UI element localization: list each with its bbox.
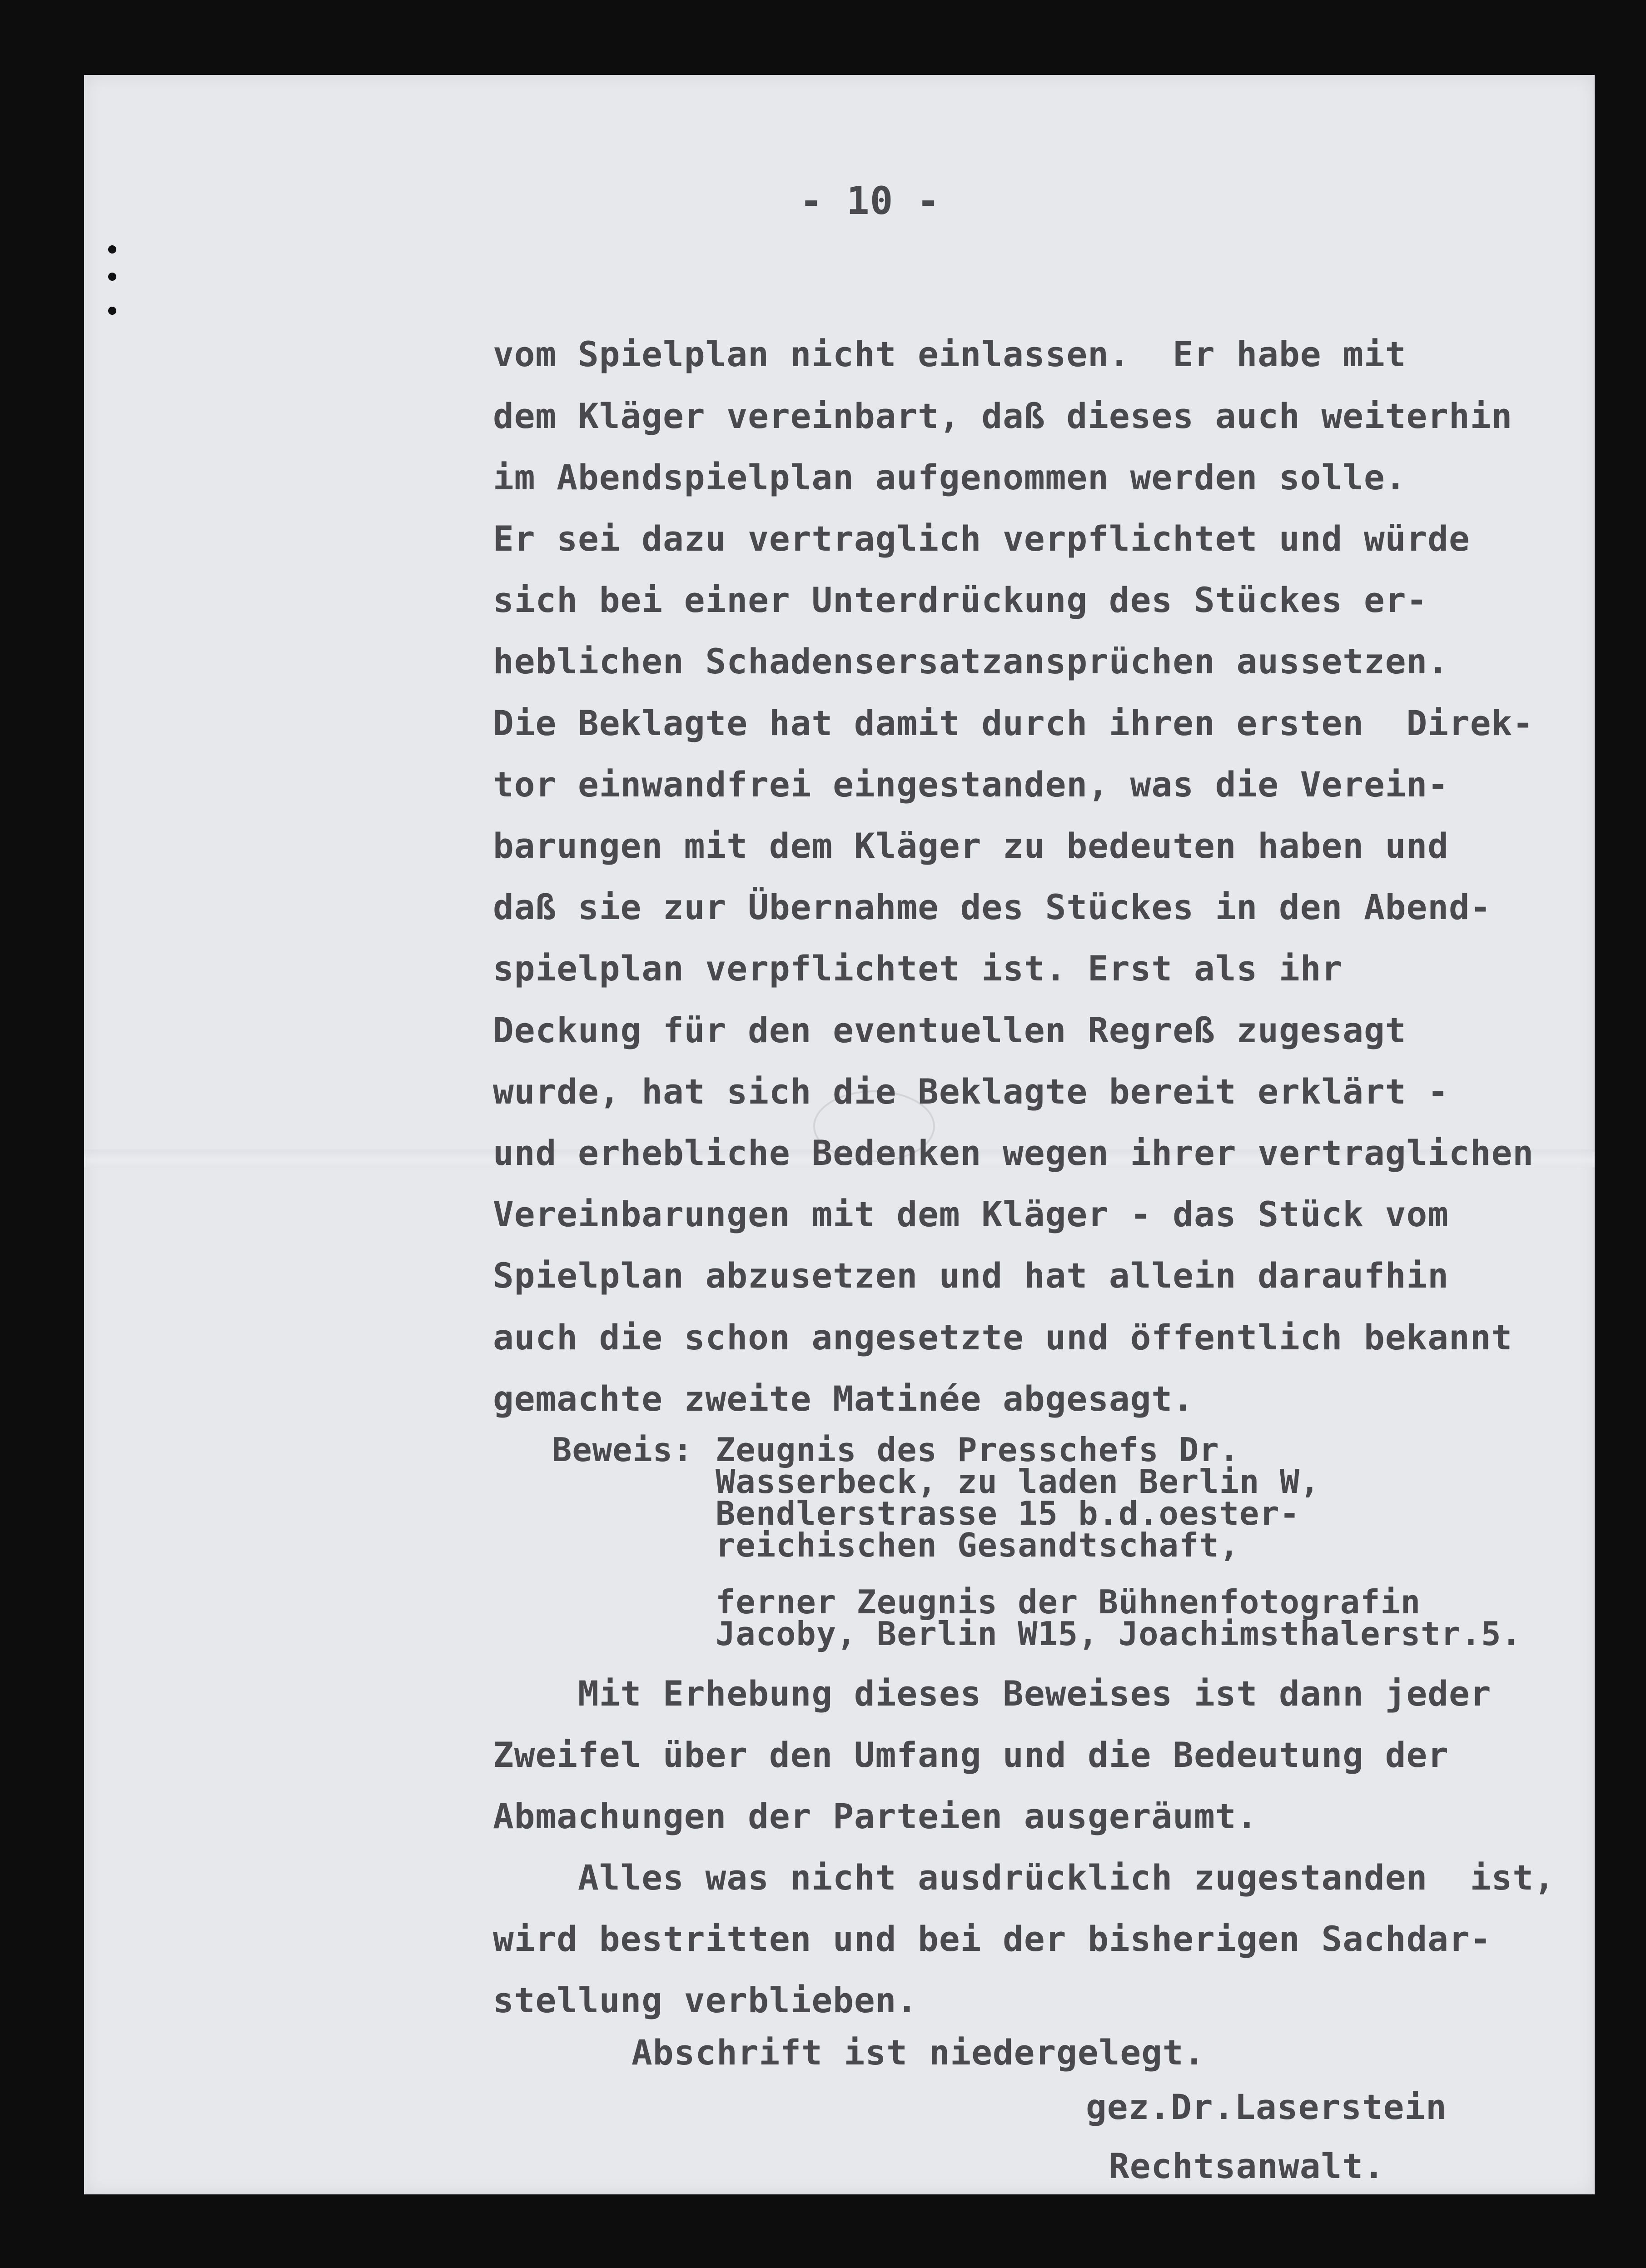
beweis-line: Wasserbeck, zu laden Berlin W, xyxy=(716,1462,1320,1501)
closing-note: Abschrift ist niedergelegt. xyxy=(632,2032,1205,2073)
body-line: heblichen Schadensersatzansprüchen aussetzen. xyxy=(493,641,1449,681)
signature: gez.Dr.Laserstein xyxy=(1086,2087,1447,2127)
beweis-line: ferner Zeugnis der Bühnenfotografin xyxy=(716,1583,1421,1621)
punch-hole xyxy=(108,273,116,281)
beweis-label: Beweis: xyxy=(552,1431,693,1469)
body-line: dem Kläger vereinbart, daß dieses auch weiterhin xyxy=(493,396,1513,436)
body-line: Mit Erhebung dieses Beweises ist dann jeder xyxy=(493,1673,1492,1714)
body-line: Zweifel über den Umfang und die Bedeutung der xyxy=(493,1735,1449,1775)
body-line: und erhebliche Bedenken wegen ihrer vertraglichen xyxy=(493,1133,1534,1173)
body-line: sich bei einer Unterdrückung des Stückes er- xyxy=(493,580,1428,620)
body-line: Deckung für den eventuellen Regreß zugesagt xyxy=(493,1010,1407,1050)
body-line: gemachte zweite Matinée abgesagt. xyxy=(493,1378,1194,1419)
punch-hole xyxy=(108,245,116,254)
beweis-line: reichischen Gesandtschaft, xyxy=(716,1526,1240,1564)
body-line: stellung verblieben. xyxy=(493,1980,918,2020)
beweis-line: Jacoby, Berlin W15, Joachimsthalerstr.5. xyxy=(716,1615,1522,1653)
body-line: barungen mit dem Kläger zu bedeuten haben und xyxy=(493,826,1449,866)
page-number: - 10 - xyxy=(800,179,940,223)
beweis-line: Bendlerstrasse 15 b.d.oester- xyxy=(716,1494,1300,1532)
body-line: wurde, hat sich die Beklagte bereit erklärt - xyxy=(493,1071,1449,1112)
body-line: Er sei dazu vertraglich verpflichtet und würde xyxy=(493,518,1470,559)
body-line: Alles was nicht ausdrücklich zugestanden ist, xyxy=(493,1857,1555,1898)
body-line: spielplan verpflichtet ist. Erst als ihr xyxy=(493,948,1343,989)
body-line: vom Spielplan nicht einlassen. Er habe mit xyxy=(493,334,1407,374)
body-line: daß sie zur Übernahme des Stückes in den Abend- xyxy=(493,887,1492,927)
body-line: tor einwandfrei eingestanden, was die Verein- xyxy=(493,764,1449,805)
punch-hole xyxy=(108,307,116,315)
body-line: Vereinbarungen mit dem Kläger - das Stück vom xyxy=(493,1194,1449,1234)
body-line: wird bestritten und bei der bisherigen Sachdar- xyxy=(493,1919,1492,1959)
body-line: Spielplan abzusetzen und hat allein daraufhin xyxy=(493,1255,1449,1296)
body-line: Die Beklagte hat damit durch ihren ersten Direk- xyxy=(493,703,1534,743)
body-line: im Abendspielplan aufgenommen werden solle. xyxy=(493,457,1407,497)
beweis-line: Zeugnis des Presschefs Dr. xyxy=(716,1431,1240,1469)
body-line: Abmachungen der Parteien ausgeräumt. xyxy=(493,1796,1258,1836)
signer-title: Rechtsanwalt. xyxy=(1109,2146,1385,2186)
body-line: auch die schon angesetzte und öffentlich bekannt xyxy=(493,1317,1513,1358)
